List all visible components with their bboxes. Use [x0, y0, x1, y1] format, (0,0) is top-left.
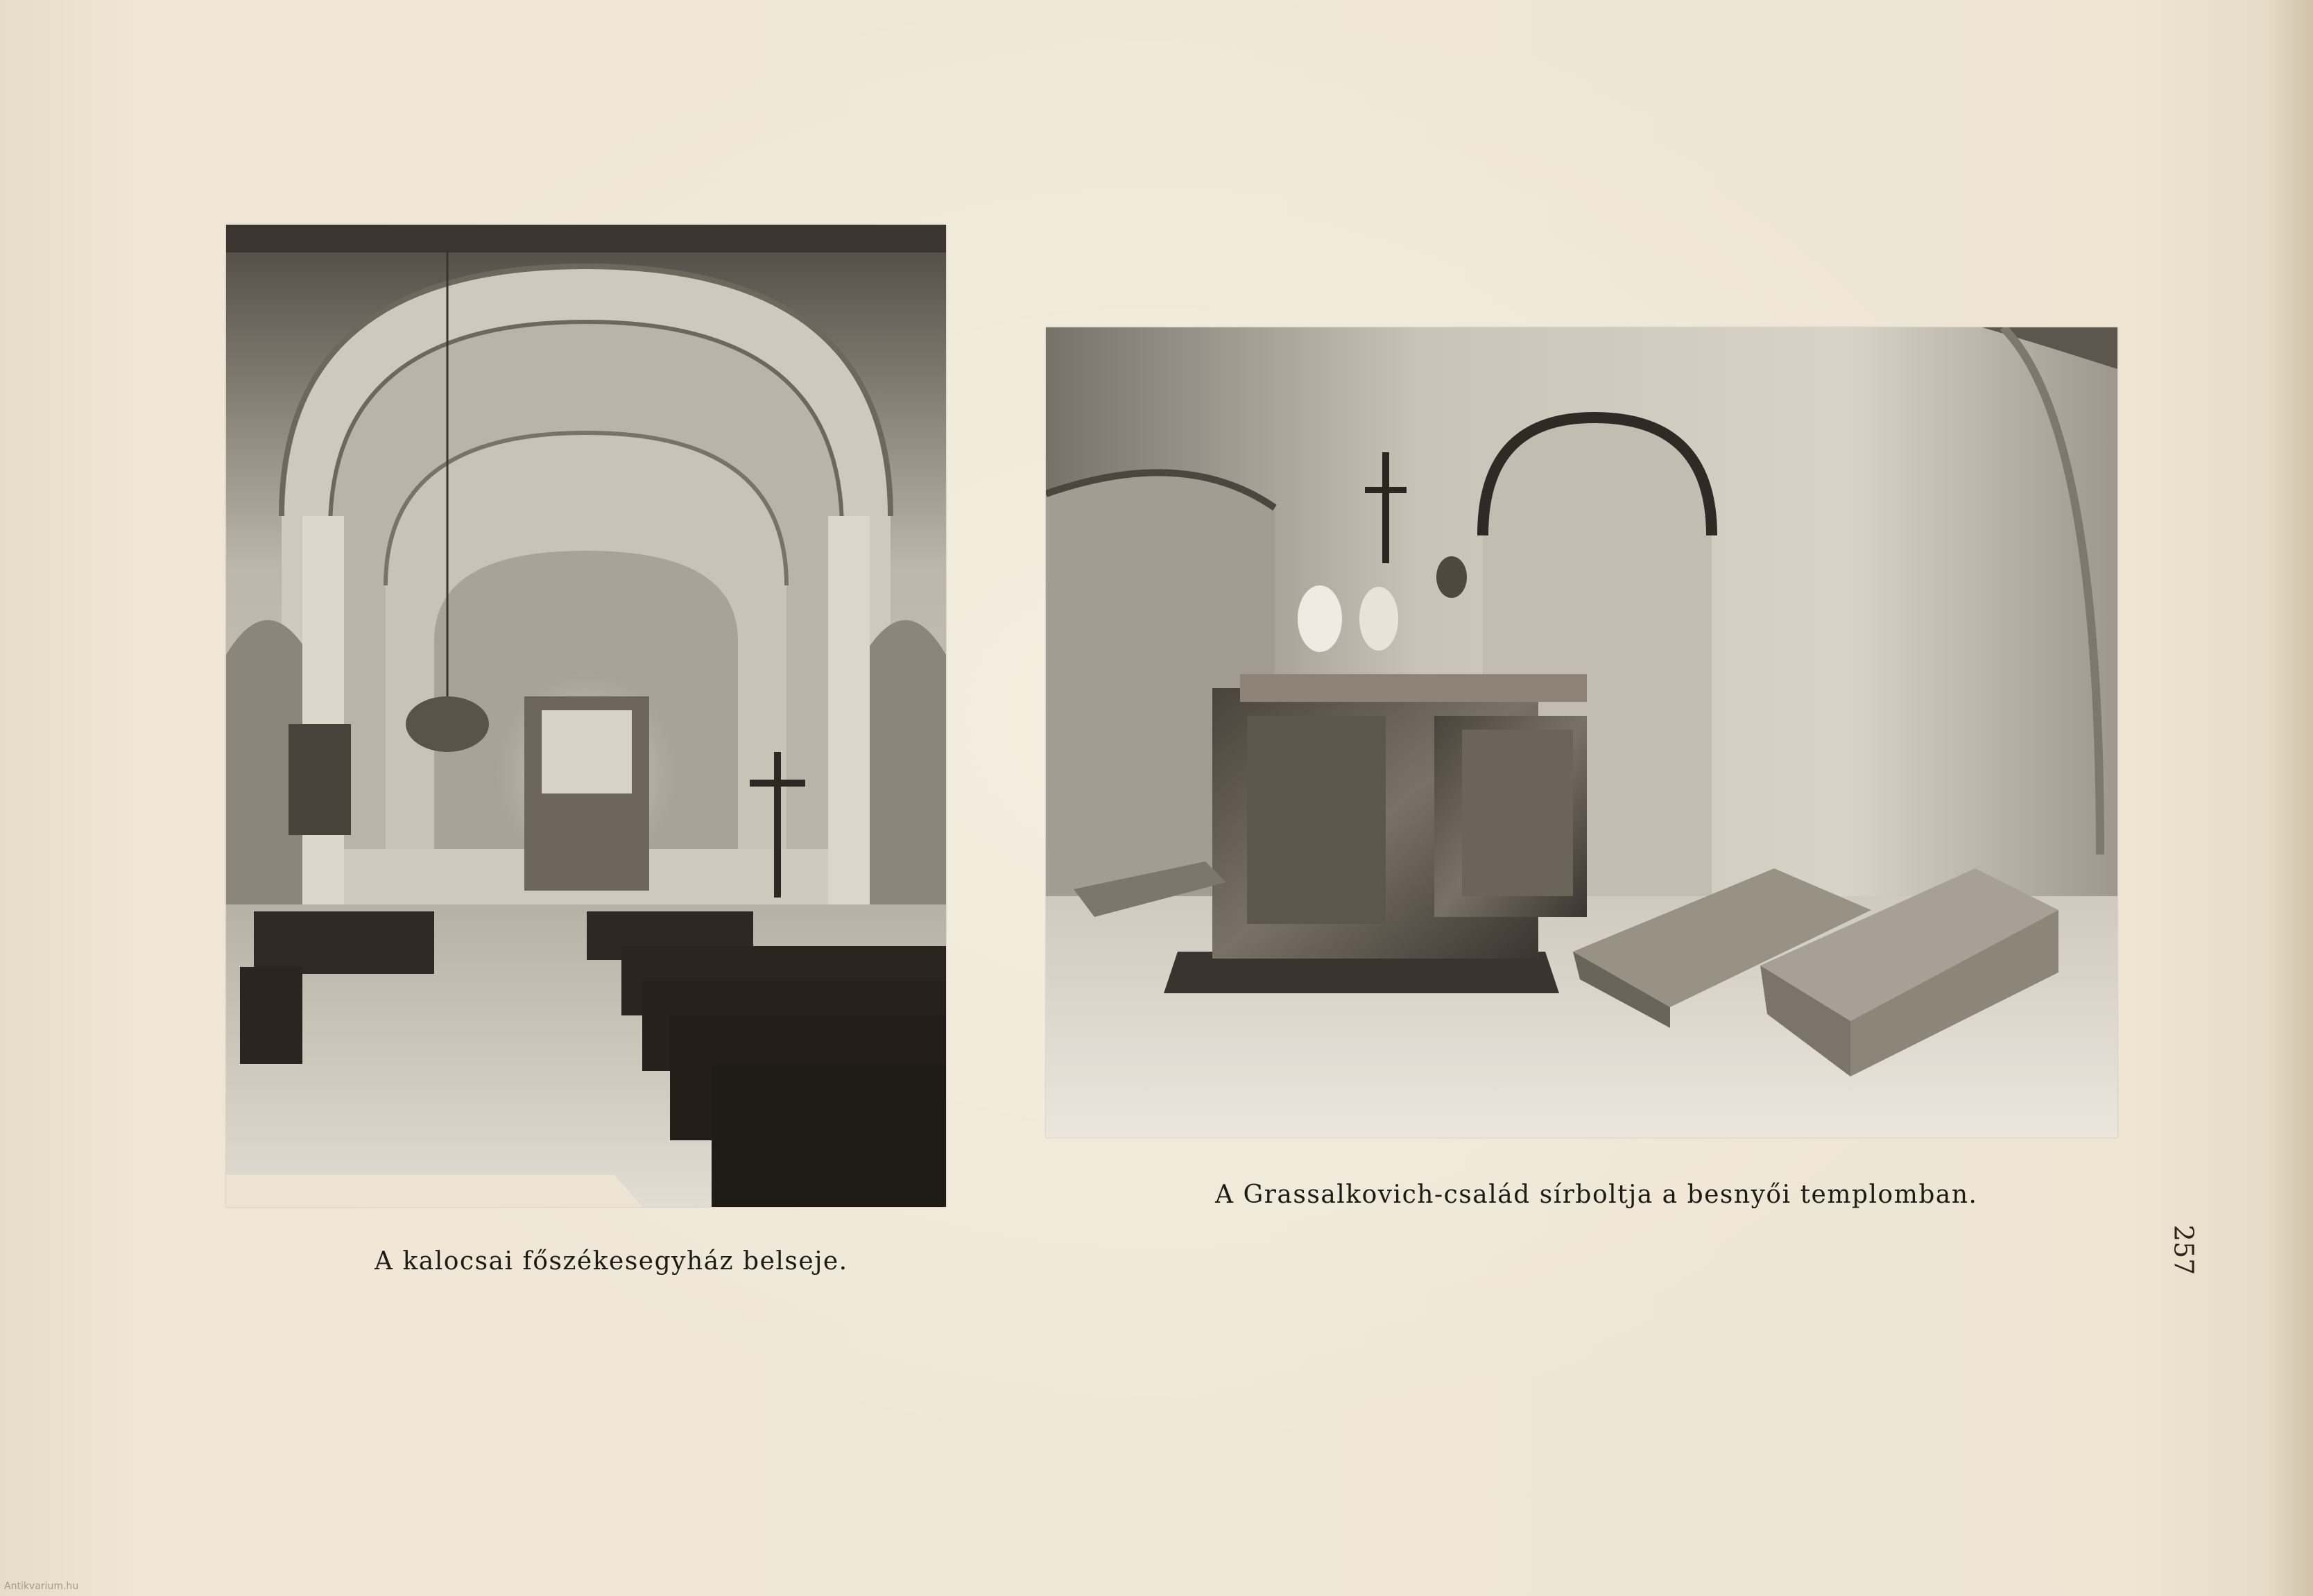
- page-spine-shadow: [2264, 0, 2313, 1596]
- grassalkovich-crypt-photo: [1046, 327, 2117, 1138]
- right-figure-caption: A Grassalkovich-család sírboltja a besnyői templomban.: [1215, 1181, 1978, 1209]
- kalocsa-cathedral-interior-photo: [226, 225, 946, 1207]
- page-number: 257: [2168, 1224, 2199, 1276]
- watermark-text: Antikvarium.hu: [4, 1581, 79, 1592]
- left-figure-caption: A kalocsai főszékesegyház belseje.: [375, 1247, 848, 1276]
